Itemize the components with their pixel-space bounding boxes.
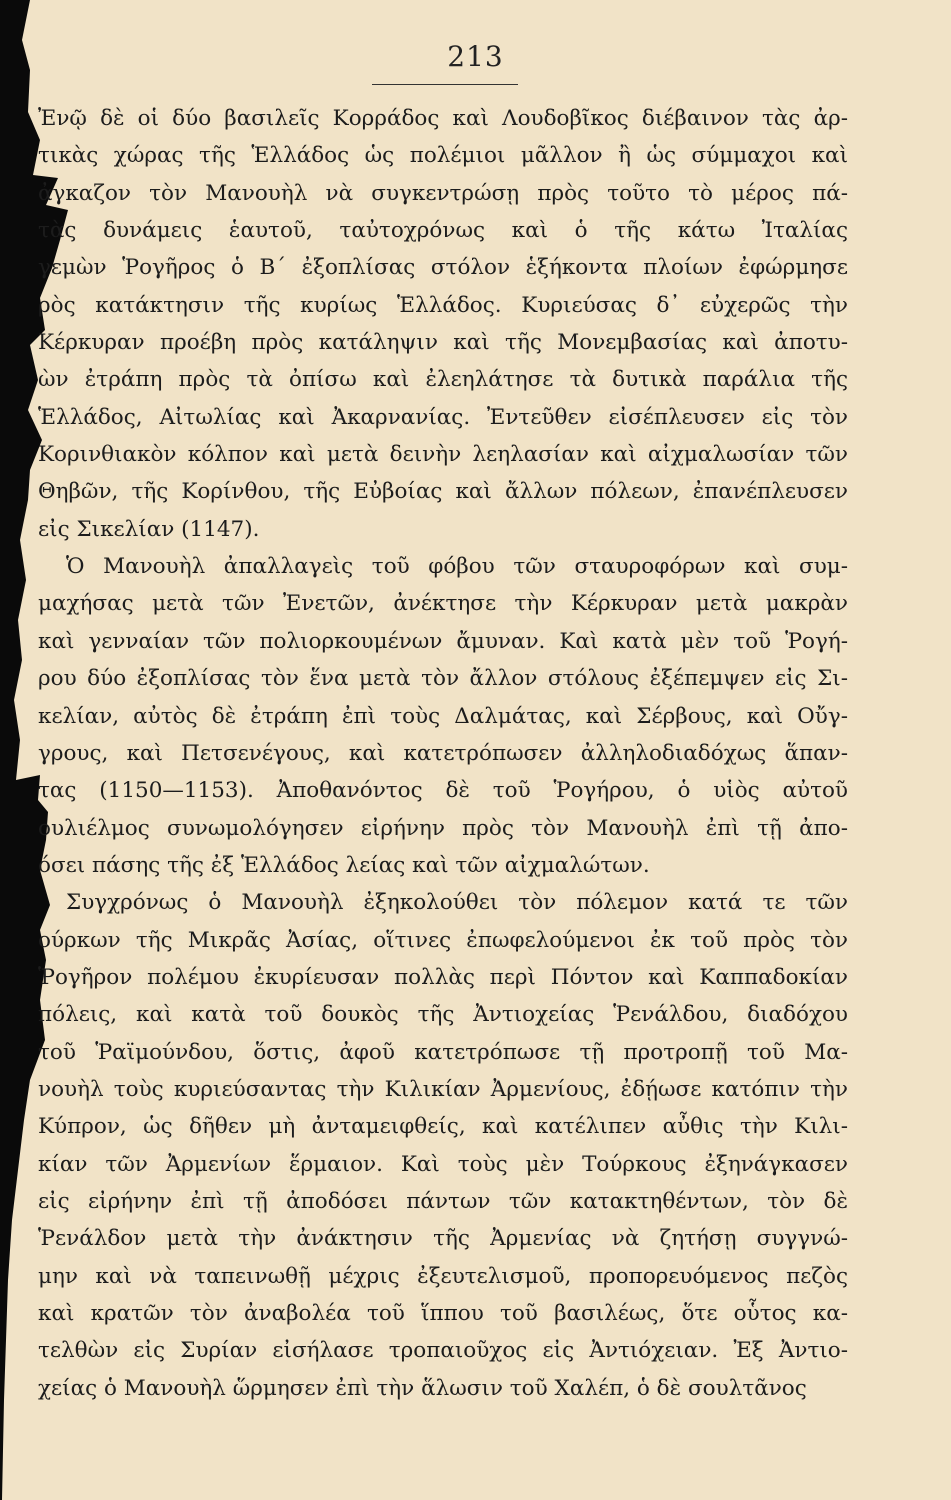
text-line: Κύπρον, ὡς δῆθεν μὴ ἀνταμειφθείς, καὶ κατέλιπεν αὖθις τὴν Κιλι- [38, 1114, 848, 1140]
text-line: Ὁ Μανουὴλ ἀπαλλαγεὶς τοῦ φόβου τῶν σταυροφόρων καὶ συμ- [66, 554, 848, 580]
text-line: χείας ὁ Μανουὴλ ὥρμησεν ἐπὶ τὴν ἅλωσιν τοῦ Χαλέπ, ὁ δὲ σουλτᾶνος [38, 1375, 807, 1401]
text-line: νουὴλ τοὺς κυριεύσαντας τὴν Κιλικίαν Ἀρμενίους, ἐδῄωσε κατόπιν τὴν [38, 1076, 848, 1102]
text-line: ὼν ἐτράπη πρὸς τὰ ὀπίσω καὶ ἐλεηλάτησε τὰ δυτικὰ παράλια τῆς [38, 367, 848, 393]
text-line: τας (1150—1153). Ἀποθανόντος δὲ τοῦ Ῥογήρου, ὁ υἱὸς αὐτοῦ [38, 778, 848, 804]
text-line: εἰς Σικελίαν (1147). [38, 516, 260, 542]
text-line: καὶ γενναίαν τῶν πολιορκουμένων ἄμυναν. Καὶ κατὰ μὲν τοῦ Ῥογή- [38, 628, 848, 654]
text-line: όσει πάσης τῆς ἐξ Ἑλλάδος λείας καὶ τῶν αἰχμαλώτων. [38, 852, 650, 878]
text-line: ἀγκαζον τὸν Μανουὴλ νὰ συγκεντρώσῃ πρὸς τοῦτο τὸ μέρος πά- [38, 180, 848, 206]
text-line: Ῥογῆρον πολέμου ἐκυρίευσαν πολλὰς περὶ Πόντον καὶ Καππαδοκίαν [38, 964, 848, 990]
text-line: ούρκων τῆς Μικρᾶς Ἀσίας, οἵτινες ἐπωφελούμενοι ἐκ τοῦ πρὸς τὸν [38, 927, 848, 953]
text-line: γρους, καὶ Πετσενέγους, καὶ κατετρόπωσεν ἀλληλοδιαδόχως ἅπαν- [38, 740, 848, 766]
text-line: μαχήσας μετὰ τῶν Ἐνετῶν, ἀνέκτησε τὴν Κέρκυραν μετὰ μακρὰν [38, 591, 848, 617]
text-line: Κέρκυραν προέβη πρὸς κατάληψιν καὶ τῆς Μονεμβασίας καὶ ἀποτυ- [38, 330, 848, 356]
text-line: τοῦ Ῥαϊμούνδου, ὅστις, ἀφοῦ κατετρόπωσε τῇ προτροπῇ τοῦ Μα- [38, 1039, 848, 1065]
text-line: εἰς εἰρήνην ἐπὶ τῇ ἀποδόσει πάντων τῶν κατακτηθέντων, τὸν δὲ [38, 1188, 848, 1214]
header-rule [372, 84, 518, 85]
text-line: Ῥενάλδον μετὰ τὴν ἀνάκτησιν τῆς Ἀρμενίας νὰ ζητήσῃ συγγνώ- [38, 1226, 848, 1252]
text-line: γεμὼν Ῥογῆρος ὁ Β΄ ἐξοπλίσας στόλον ἑξήκοντα πλοίων ἐφώρμησε [38, 255, 848, 281]
text-line: Κορινθιακὸν κόλπον καὶ μετὰ δεινὴν λεηλασίαν καὶ αἰχμαλωσίαν τῶν [38, 442, 848, 468]
text-line: Ἑλλάδος, Αἰτωλίας καὶ Ἀκαρνανίας. Ἐντεῦθεν εἰσέπλευσεν εἰς τὸν [38, 404, 848, 430]
text-line: τικὰς χώρας τῆς Ἑλλάδος ὡς πολέμιοι μᾶλλον ἢ ὡς σύμμαχοι καὶ [38, 143, 848, 169]
body-text [38, 100, 848, 1407]
text-line: Θηβῶν, τῆς Κορίνθου, τῆς Εὐβοίας καὶ ἄλλων πόλεων, ἐπανέπλευσεν [38, 479, 848, 505]
text-line: Ἐνῷ δὲ οἱ δύο βασιλεῖς Κορράδος καὶ Λουδοβῖκος διέβαινον τὰς ἀρ- [38, 106, 848, 131]
text-line: ρου δύο ἐξοπλίσας τὸν ἕνα μετὰ τὸν ἄλλον στόλους ἐξέπεμψεν εἰς Σι- [38, 666, 848, 692]
text-line: κίαν τῶν Ἀρμενίων ἕρμαιον. Καὶ τοὺς μὲν Τούρκους ἐξηνάγκασεν [38, 1151, 848, 1177]
text-line: καὶ κρατῶν τὸν ἀναβολέα τοῦ ἵππου τοῦ βασιλέως, ὅτε οὗτος κα- [38, 1301, 848, 1326]
text-line: ρὸς κατάκτησιν τῆς κυρίως Ἑλλάδος. Κυριεύσας δ᾽ εὐχερῶς τὴν [38, 292, 848, 318]
page-number: 213 [447, 40, 504, 73]
text-line: τὰς δυνάμεις ἑαυτοῦ, ταὐτοχρόνως καὶ ὁ τῆς κάτω Ἰταλίας [38, 218, 848, 244]
text-line: μην καὶ νὰ ταπεινωθῇ μέχρις ἐξευτελισμοῦ, προπορευόμενος πεζὸς [38, 1263, 848, 1289]
text-line: κελίαν, αὐτὸς δὲ ἐτράπη ἐπὶ τοὺς Δαλμάτας, καὶ Σέρβους, καὶ Οὔγ- [38, 703, 848, 729]
text-line: πόλεις, καὶ κατὰ τοῦ δουκὸς τῆς Ἀντιοχείας Ῥενάλδου, διαδόχου [38, 1002, 848, 1028]
text-line: ουλιέλμος συνωμολόγησεν εἰρήνην πρὸς τὸν Μανουὴλ ἐπὶ τῇ ἀπο- [38, 815, 848, 841]
text-line: τελθὼν εἰς Συρίαν εἰσήλασε τροπαιοῦχος εἰς Ἀντιόχειαν. Ἐξ Ἀντιο- [38, 1338, 848, 1364]
text-line: Συγχρόνως ὁ Μανουὴλ ἐξηκολούθει τὸν πόλεμον κατά τε τῶν [66, 890, 848, 916]
